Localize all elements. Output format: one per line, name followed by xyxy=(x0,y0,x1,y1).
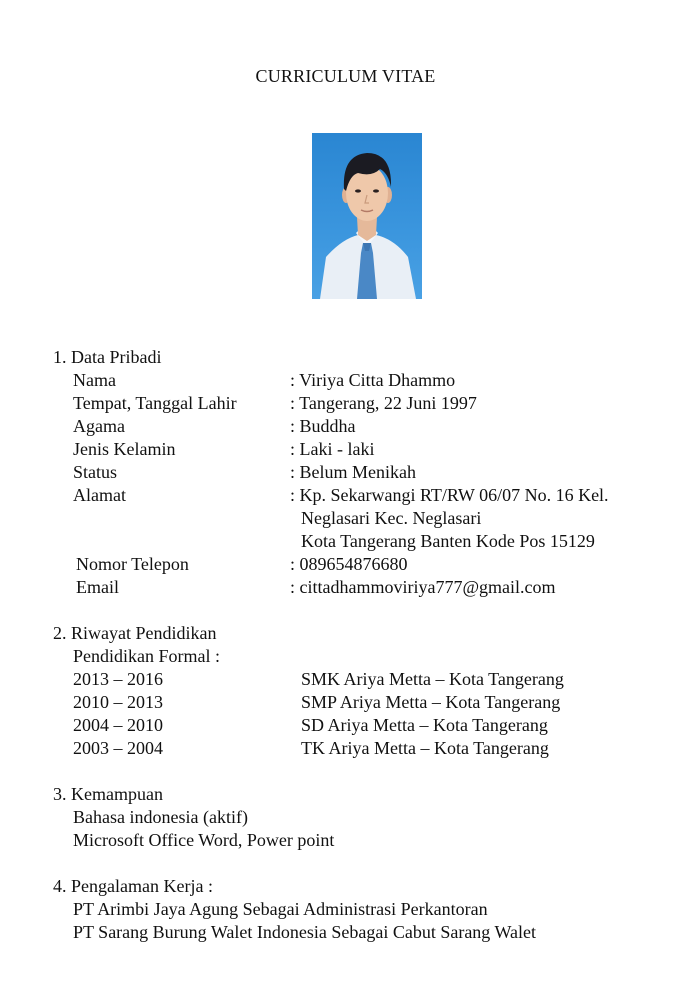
portrait-photo-icon xyxy=(312,133,422,299)
experience-item: PT Sarang Burung Walet Indonesia Sebagai Cabut Sarang Walet xyxy=(73,922,537,942)
education-years: 2004 – 2010 xyxy=(73,715,163,735)
value-nomor-telepon: : 089654876680 xyxy=(290,554,408,574)
education-years: 2003 – 2004 xyxy=(73,738,163,758)
value-jenis-kelamin: : Laki - laki xyxy=(290,439,375,459)
label-agama: Agama xyxy=(73,416,125,436)
experience-item: PT Arimbi Jaya Agung Sebagai Administrasi Perkantoran xyxy=(73,899,488,919)
value-status: : Belum Menikah xyxy=(290,462,416,482)
education-school: SD Ariya Metta – Kota Tangerang xyxy=(301,715,548,735)
skill-item: Microsoft Office Word, Power point xyxy=(73,830,335,850)
value-nama: : Viriya Citta Dhammo xyxy=(290,370,456,390)
value-agama: : Buddha xyxy=(290,416,356,436)
education-school: SMP Ariya Metta – Kota Tangerang xyxy=(301,692,561,712)
section-heading-pengalaman-kerja: 4. Pengalaman Kerja : xyxy=(53,876,213,896)
label-email: Email xyxy=(76,577,119,597)
skill-item: Bahasa indonesia (aktif) xyxy=(73,807,248,827)
subheading-pendidikan-formal: Pendidikan Formal : xyxy=(73,646,220,666)
value-alamat-line-3: Kota Tangerang Banten Kode Pos 15129 xyxy=(301,531,595,551)
label-jenis-kelamin: Jenis Kelamin xyxy=(73,439,176,459)
label-alamat: Alamat xyxy=(73,485,126,505)
label-nama: Nama xyxy=(73,370,116,390)
label-status: Status xyxy=(73,462,118,482)
education-school: TK Ariya Metta – Kota Tangerang xyxy=(301,738,549,758)
label-tempat-tanggal-lahir: Tempat, Tanggal Lahir xyxy=(73,393,237,413)
section-heading-data-pribadi: 1. Data Pribadi xyxy=(53,347,162,367)
label-nomor-telepon: Nomor Telepon xyxy=(76,554,189,574)
education-school: SMK Ariya Metta – Kota Tangerang xyxy=(301,669,564,689)
document-title: CURRICULUM VITAE xyxy=(255,66,436,86)
section-heading-riwayat-pendidikan: 2. Riwayat Pendidikan xyxy=(53,623,217,643)
education-years: 2010 – 2013 xyxy=(73,692,163,712)
value-alamat-line-2: Neglasari Kec. Neglasari xyxy=(301,508,482,528)
value-tempat-tanggal-lahir: : Tangerang, 22 Juni 1997 xyxy=(290,393,477,413)
section-heading-kemampuan: 3. Kemampuan xyxy=(53,784,163,804)
education-years: 2013 – 2016 xyxy=(73,669,163,689)
value-alamat: : Kp. Sekarwangi RT/RW 06/07 No. 16 Kel. xyxy=(290,485,609,505)
value-email: : cittadhammoviriya777@gmail.com xyxy=(290,577,556,597)
